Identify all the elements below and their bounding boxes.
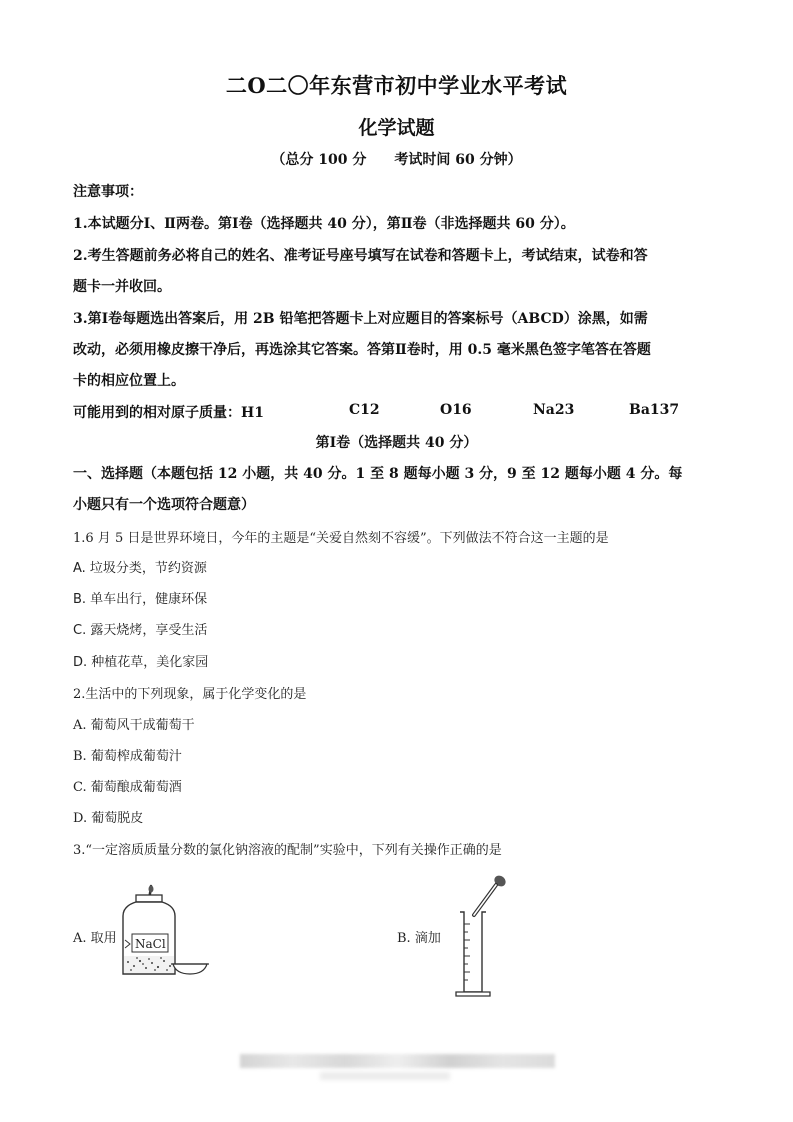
blurred-footer-watermark	[240, 1054, 555, 1068]
section-intro-a: 一、选择题（本题包括 12 小题，共 40 分。1 至 8 题每小题 3 分，9 至 12 题每小题 4 分。每	[73, 466, 683, 482]
q1-stem: 1.6 月 5 日是世界环境日，今年的主题是“关爱自然刻不容缓”。下列做法不符合这一主题的是	[73, 531, 609, 546]
reagent-bottle-illustration	[118, 884, 210, 980]
notice-line-3c: 卡的相应位置上。	[73, 373, 185, 389]
q3-option-b-label: B. 滴加	[397, 931, 441, 946]
graduated-cylinder-illustration	[452, 872, 512, 1000]
q1-option-c: C. 露天烧烤，享受生活	[73, 623, 208, 638]
notice-line-3b: 改动，必须用橡皮擦干净后，再选涂其它答案。答第Ⅱ卷时，用 0.5 毫米黑色签字笔答在答题	[73, 342, 651, 358]
notice-line-3a: 3.第Ⅰ卷每题选出答案后，用 2B 铅笔把答题卡上对应题目的答案标号（ABCD）涂黑，如需	[73, 311, 648, 327]
q1-option-a: A. 垃圾分类，节约资源	[73, 561, 207, 576]
atomic-mass-na: Na23	[533, 402, 575, 418]
notice-heading: 注意事项：	[73, 184, 143, 200]
nacl-label: NaCl	[135, 937, 166, 951]
q3-option-a-label: A. 取用	[73, 931, 117, 946]
q2-option-c: C. 葡萄酿成葡萄酒	[73, 780, 182, 795]
atomic-mass-o: O16	[440, 402, 472, 418]
q2-option-b: B. 葡萄榨成葡萄汁	[73, 749, 182, 764]
blurred-footer-watermark-line	[320, 1072, 450, 1080]
score-info: （总分 100 分 考试时间 60 分钟）	[271, 152, 522, 168]
atomic-mass-c: C12	[349, 402, 380, 418]
section-intro-b: 小题只有一个选项符合题意）	[73, 497, 255, 513]
notice-line-2a: 2.考生答题前务必将自己的姓名、准考证号座号填写在试卷和答题卡上，考试结束，试卷和答	[73, 248, 648, 264]
q2-option-a: A. 葡萄风干成葡萄干	[73, 718, 195, 733]
q1-option-b: B. 单车出行，健康环保	[73, 592, 208, 607]
notice-line-2b: 题卡一并收回。	[73, 279, 171, 295]
atomic-mass-ba: Ba137	[629, 402, 680, 418]
q3-stem: 3.“一定溶质质量分数的氯化钠溶液的配制”实验中，下列有关操作正确的是	[73, 843, 502, 858]
q2-stem: 2.生活中的下列现象，属于化学变化的是	[73, 687, 307, 702]
atomic-mass-label: 可能用到的相对原子质量：H1	[73, 405, 264, 421]
q1-option-d: D. 种植花草，美化家园	[73, 655, 209, 670]
q2-option-d: D. 葡萄脱皮	[73, 811, 144, 826]
exam-title: 二O二〇年东营市初中学业水平考试	[225, 73, 568, 98]
section-heading: 第Ⅰ卷（选择题共 40 分）	[315, 435, 478, 451]
notice-line-1: 1.本试题分Ⅰ、Ⅱ两卷。第Ⅰ卷（选择题共 40 分），第Ⅱ卷（非选择题共 60 分）。	[73, 216, 575, 232]
exam-subject: 化学试题	[358, 117, 435, 139]
